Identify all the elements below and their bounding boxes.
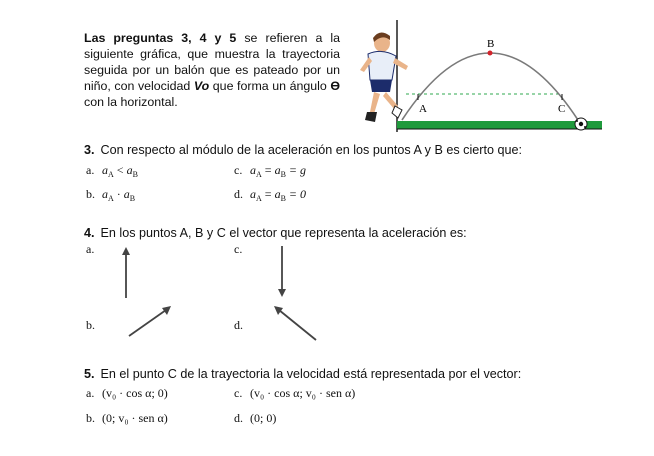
q4-arrow-up-left-icon[interactable] [270,303,320,343]
q4-option-b-letter[interactable]: b. [86,318,95,332]
boy-kicking-icon [360,32,408,122]
question-4 [84,225,467,241]
question-5 [84,366,521,382]
question-5-text: En el punto C de la trayectoria la velocidad está representada por el vector: [100,367,522,381]
question-3 [84,142,522,158]
intro-text-3: con la horizontal. [84,95,178,109]
q5-option-d[interactable] [234,411,276,426]
q5-option-a-text: (v₀ · cos α; 0) [102,386,168,400]
intro-lead: Las preguntas 3, 4 y 5 [84,31,237,45]
point-c-label: C [558,103,566,115]
trajectory-figure [340,14,610,144]
q5-option-a[interactable] [86,386,168,401]
q4-option-d-letter[interactable]: d. [234,318,243,332]
q3-option-c-letter: c. [234,163,243,177]
q4-arrow-down-icon[interactable] [274,244,290,298]
q3-option-a-letter: a. [86,163,95,177]
trajectory-curve [402,53,578,120]
q3-option-d[interactable]: d. $a_A = a_B = 0$ [234,187,307,203]
point-a-label: A [419,103,427,115]
q5-option-c[interactable] [234,386,355,401]
q3-option-b-letter: b. [86,187,95,201]
q5-option-b[interactable] [86,411,168,426]
q3-option-d-letter: d. [234,187,243,201]
grass-strip [397,121,602,129]
question-5-number: 5. [84,367,95,381]
q5-option-b-text: (0; v₀ · sen α) [102,411,168,425]
question-3-text: Con respecto al módulo de la aceleración en los puntos A y B es cierto que: [100,143,522,157]
q4-option-c-letter[interactable]: c. [234,242,243,256]
q4-option-a-letter[interactable]: a. [86,242,95,256]
intro-text-1: se refieren a la siguiente gráfica, que muestra la trayectoria seguida por un balón que es pateado por un niño, con velocidad [84,31,341,93]
q3-option-b[interactable]: b. $a_A \cdot a_B$ [86,187,136,203]
question-4-text: En los puntos A, B y C el vector que representa la aceleración es: [100,226,467,240]
point-b-label: B [487,38,495,50]
question-4-number: 4. [84,226,95,240]
q5-option-c-text: (v₀ · cos α; v₀ · sen α) [250,386,356,400]
soccer-ball-icon [575,118,587,130]
q5-option-d-text: (0; 0) [250,411,277,425]
q4-arrow-up-icon[interactable] [118,246,134,300]
q4-arrow-up-right-icon[interactable] [126,303,174,339]
q5-option-b-letter: b. [86,411,95,425]
q5-option-c-letter: c. [234,386,243,400]
intro-vo: Vo [193,79,210,93]
q5-option-a-letter: a. [86,386,95,400]
q3-option-a[interactable]: a. $a_A < a_B$ [86,163,138,179]
point-b-marker [488,51,493,56]
intro-theta: ϴ [330,79,340,93]
q3-option-c[interactable]: c. $a_A = a_B = g$ [234,163,307,179]
intro-text-2: que forma un ángulo [209,79,331,93]
q5-option-d-letter: d. [234,411,243,425]
intro-paragraph [84,30,340,110]
question-3-number: 3. [84,143,95,157]
